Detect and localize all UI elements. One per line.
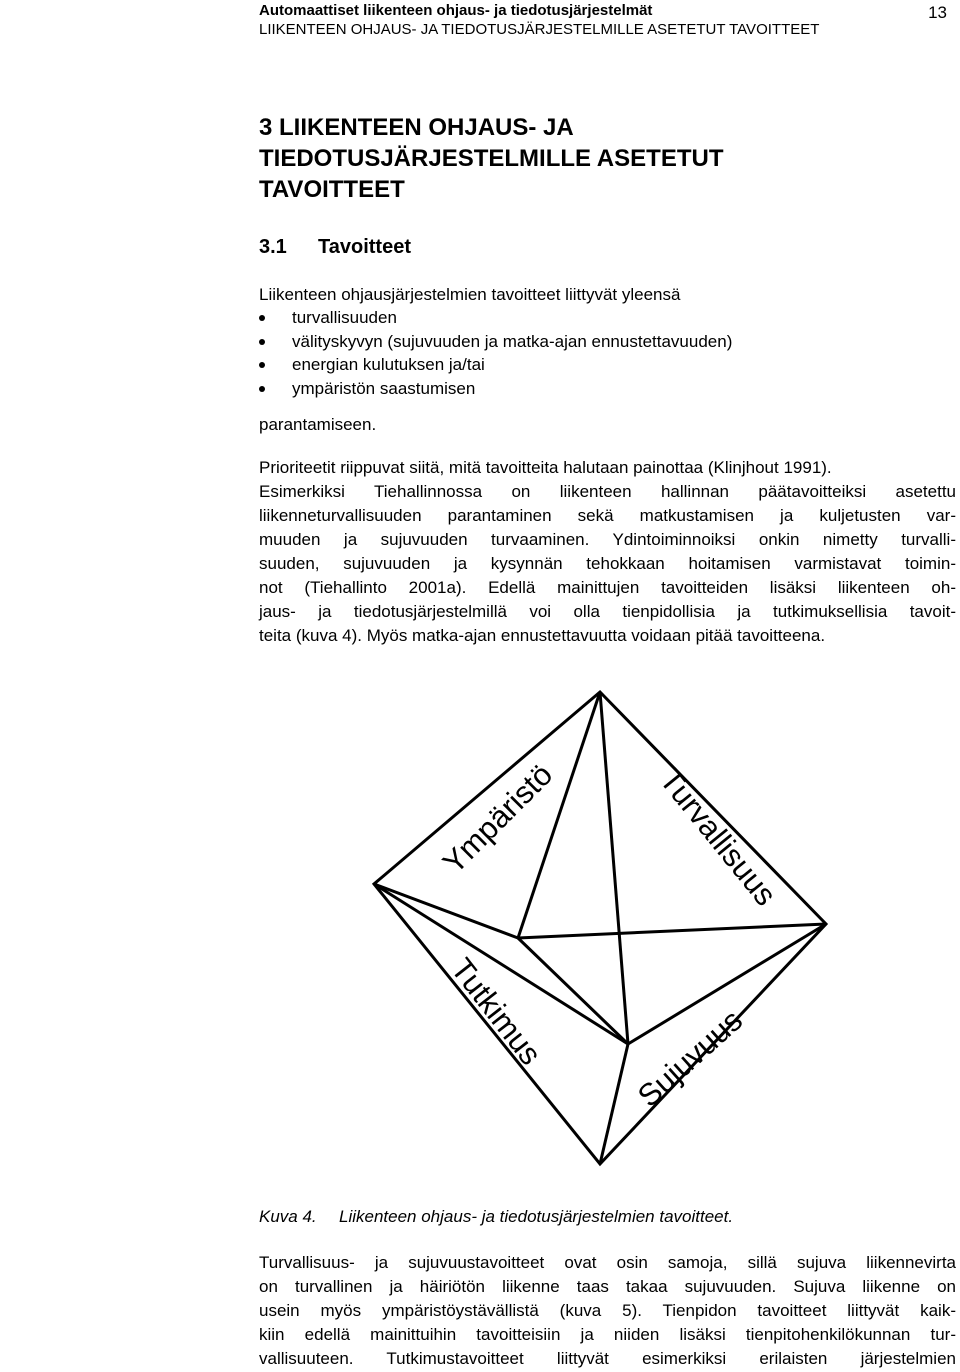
bullet-icon: [259, 339, 265, 345]
section-heading: [259, 233, 411, 261]
paragraph-line: suuden, sujuvuuden ja kysynnän tehokkaan hoitamisen varmistavat toimin-: [259, 554, 956, 573]
paragraph-line: on turvallinen ja häiriötön liikenne taas takaa sujuvuuden. Sujuva liikenne on: [259, 1277, 956, 1296]
list-item: [259, 330, 732, 354]
paragraph-line: vallisuuteen. Tutkimustavoitteet liittyvät esimerkiksi erilaisten järjestelmien: [259, 1349, 956, 1368]
paragraph-line: Prioriteetit riippuvat siitä, mitä tavoitteita halutaan painottaa (Klinjhout 1991).: [259, 458, 832, 477]
paragraph-line: jaus- ja tiedotusjärjestelmillä voi olla tienpidollisia ja tutkimuksellisia tavoit-: [259, 602, 956, 621]
list-item: [259, 353, 732, 377]
label-ymparisto: Ympäristö: [435, 756, 560, 881]
bullet-icon: [259, 362, 265, 368]
caption-label: Kuva 4.: [259, 1207, 317, 1226]
diagram-edge: [518, 938, 628, 1044]
list-item-text: turvallisuuden: [292, 308, 397, 327]
paragraph-safety-flow: [259, 1251, 956, 1371]
bullet-icon: [259, 386, 265, 392]
header-document-title: Automaattiset liikenteen ohjaus- ja tiedotusjärjestelmät: [259, 2, 653, 19]
intro-paragraph: Liikenteen ohjausjärjestelmien tavoitteet liittyvät yleensä: [259, 285, 681, 304]
chapter-title-line: TIEDOTUSJÄRJESTELMILLE ASETETUT: [259, 145, 724, 172]
goals-diagram: [370, 688, 830, 1168]
paragraph-line: not (Tiehallinto 2001a). Edellä mainittujen tavoitteiden lisäksi liikenteen oh-: [259, 578, 956, 597]
diagram-edge: [518, 692, 600, 938]
list-item-text: ympäristön saastumisen: [292, 378, 476, 398]
paragraph-priorities: [259, 456, 956, 648]
diagram-edge: [600, 1044, 628, 1164]
label-tutkimus: Tutkimus: [444, 951, 549, 1072]
paragraph-line: Esimerkiksi Tiehallinnossa on liikenteen hallinnan päätavoitteiksi asetettu: [259, 482, 956, 501]
chapter-title-line: 3 LIIKENTEEN OHJAUS- JA: [259, 114, 574, 141]
list-item-text: energian kulutuksen ja/tai: [292, 355, 485, 374]
paragraph-line: liikenneturvallisuuden parantaminen sekä matkustamisen ja kuljetusten var-: [259, 506, 956, 525]
paragraph-line: kiin edellä mainittuihin tavoitteisiin ja niiden lisäksi tienpitohenkilökunnan tur-: [259, 1325, 956, 1344]
diagram-edge: [600, 692, 628, 1044]
bullet-icon: [259, 315, 265, 321]
header-chapter-title: LIIKENTEEN OHJAUS- JA TIEDOTUSJÄRJESTELMILLE ASETETUT TAVOITTEET: [259, 21, 820, 38]
figure-caption: [259, 1205, 733, 1229]
paragraph-line: Turvallisuus- ja sujuvuustavoitteet ovat osin samoja, sillä sujuva liikennevirta: [259, 1253, 956, 1272]
section-title: Tavoitteet: [318, 236, 411, 258]
paragraph-line: muuden ja sujuvuuden turvaaminen. Ydintoiminnoiksi onkin nimetty turvalli-: [259, 530, 956, 549]
chapter-title: [259, 112, 879, 205]
label-turvallisuus: Turvallisuus: [652, 762, 784, 913]
list-item: [259, 377, 732, 401]
list-item: [259, 306, 732, 330]
page-number: 13: [928, 3, 947, 22]
diagram-edge: [518, 924, 826, 938]
paragraph-line: usein myös ympäristöystävällistä (kuva 5). Tienpidon tavoitteet liittyvät kaik-: [259, 1301, 956, 1320]
running-header: [259, 0, 899, 39]
label-sujuvuus: Sujuvuus: [630, 1002, 750, 1114]
list-conclusion: parantamiseen.: [259, 415, 377, 434]
list-item-text: välityskyvyn (sujuvuuden ja matka-ajan ennustettavuuden): [292, 331, 733, 351]
paragraph-line: teita (kuva 4). Myös matka-ajan ennustettavuutta voidaan pitää tavoitteena.: [259, 626, 826, 645]
chapter-title-line: TAVOITTEET: [259, 176, 405, 203]
section-number: 3.1: [259, 236, 287, 258]
goal-list: [259, 306, 732, 400]
caption-text: Liikenteen ohjaus- ja tiedotusjärjestelmien tavoitteet.: [339, 1207, 734, 1226]
